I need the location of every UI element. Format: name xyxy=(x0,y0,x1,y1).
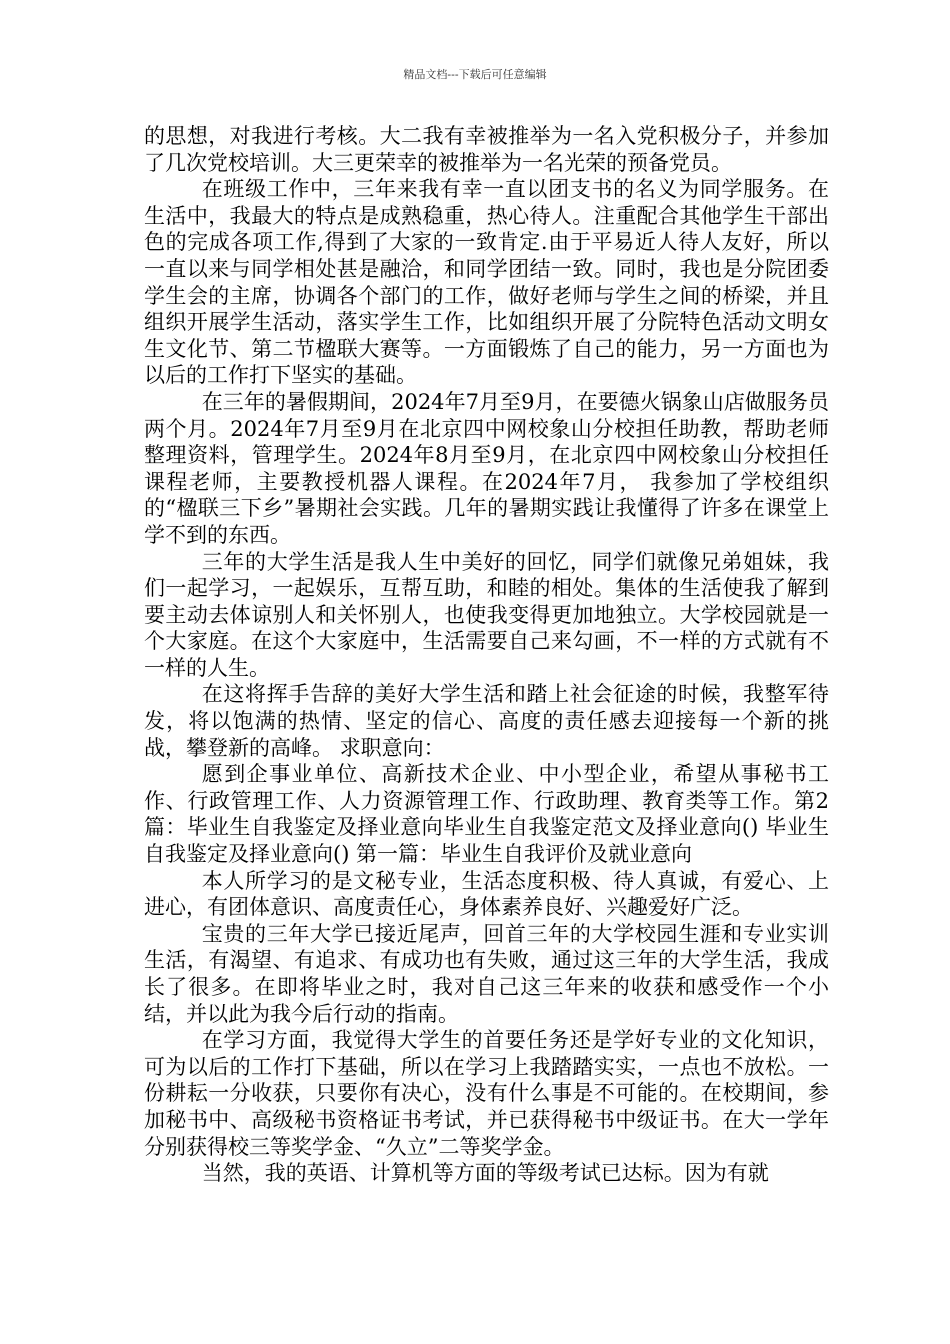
paragraph: 本人所学习的是文秘专业，生活态度积极、待人真诚，有爱心、上进心，有团体意识、高度责任心，身体素养良好、兴趣爱好广泛。 xyxy=(144,868,829,920)
paragraph: 愿到企事业单位、高新技术企业、中小型企业，希望从事秘书工作、行政管理工作、人力资源管理工作、行政助理、教育类等工作。第2篇：毕业生自我鉴定及择业意向毕业生自我鉴定范文及择业意向() 毕业生自我鉴定及择业意向() 第一篇：毕业生自我评价及就业意向 xyxy=(144,762,829,867)
paragraph: 三年的大学生活是我人生中美好的回忆，同学们就像兄弟姐妹，我们一起学习，一起娱乐，互帮互助，和睦的相处。集体的生活使我了解到要主动去体谅别人和关怀别人，也使我变得更加地独立。大学校园就是一个大家庭。在这个大家庭中，生活需要自己来勾画，不一样的方式就有不一样的人生。 xyxy=(144,549,829,680)
paragraph: 在班级工作中，三年来我有幸一直以团支书的名义为同学服务。在生活中，我最大的特点是成熟稳重，热心待人。注重配合其他学生干部出色的完成各项工作,得到了大家的一致肯定.由于平易近人待人友好，所以一直以来与同学相处甚是融洽，和同学团结一致。同时，我也是分院团委学生会的主席，协调各个部门的工作，做好老师与学生之间的桥梁，并且组织开展学生活动，落实学生工作，比如组织开展了分院特色活动文明女生文化节、第二节楹联大赛等。一方面锻炼了自己的能力，另一方面也为以后的工作打下坚实的基础。 xyxy=(144,177,829,388)
page-header: 精品文档---下载后可任意编辑 xyxy=(403,68,547,81)
paragraph: 的思想，对我进行考核。大二我有幸被推举为一名入党积极分子，并参加了几次党校培训。大三更荣幸的被推举为一名光荣的预备党员。 xyxy=(144,124,829,175)
paragraph: 当然，我的英语、计算机等方面的等级考试已达标。因为有就 xyxy=(201,1161,769,1186)
paragraph: 在三年的暑假期间，2024年7月至9月，在要德火锅象山店做服务员两个月。2024年7月至9月在北京四中网校象山分校担任助教，帮助老师整理资料，管理学生。2024年8月至9月，在北京四中网校象山分校担任课程老师，主要教授机器人课程。在2024年7月， 我参加了学校组织的“楹联三下乡”暑期社会实践。几年的暑期实践让我懂得了许多在课堂上学不到的东西。 xyxy=(144,389,829,547)
paragraph: 宝贵的三年大学已接近尾声，回首三年的大学校园生涯和专业实训生活，有渴望、有追求、有成功也有失败，通过这三年的大学生活，我成长了很多。在即将毕业之时，我对自己这三年来的收获和感受作一个小结，并以此为我今后行动的指南。 xyxy=(144,921,829,1026)
paragraph: 在学习方面，我觉得大学生的首要任务还是学好专业的文化知识，可为以后的工作打下基础，所以在学习上我踏踏实实，一点也不放松。一份耕耘一分收获，只要你有决心，没有什么事是不可能的。在校期间，参加秘书中、高级秘书资格证书考试，并已获得秘书中级证书。在大一学年分别获得校三等奖学金、“久立”二等奖学金。 xyxy=(144,1028,829,1159)
paragraph: 在这将挥手告辞的美好大学生活和踏上社会征途的时候，我整军待发，将以饱满的热情、坚定的信心、高度的责任感去迎接每一个新的挑战，攀登新的高峰。 求职意向： xyxy=(144,682,829,760)
document-body xyxy=(144,123,829,1187)
